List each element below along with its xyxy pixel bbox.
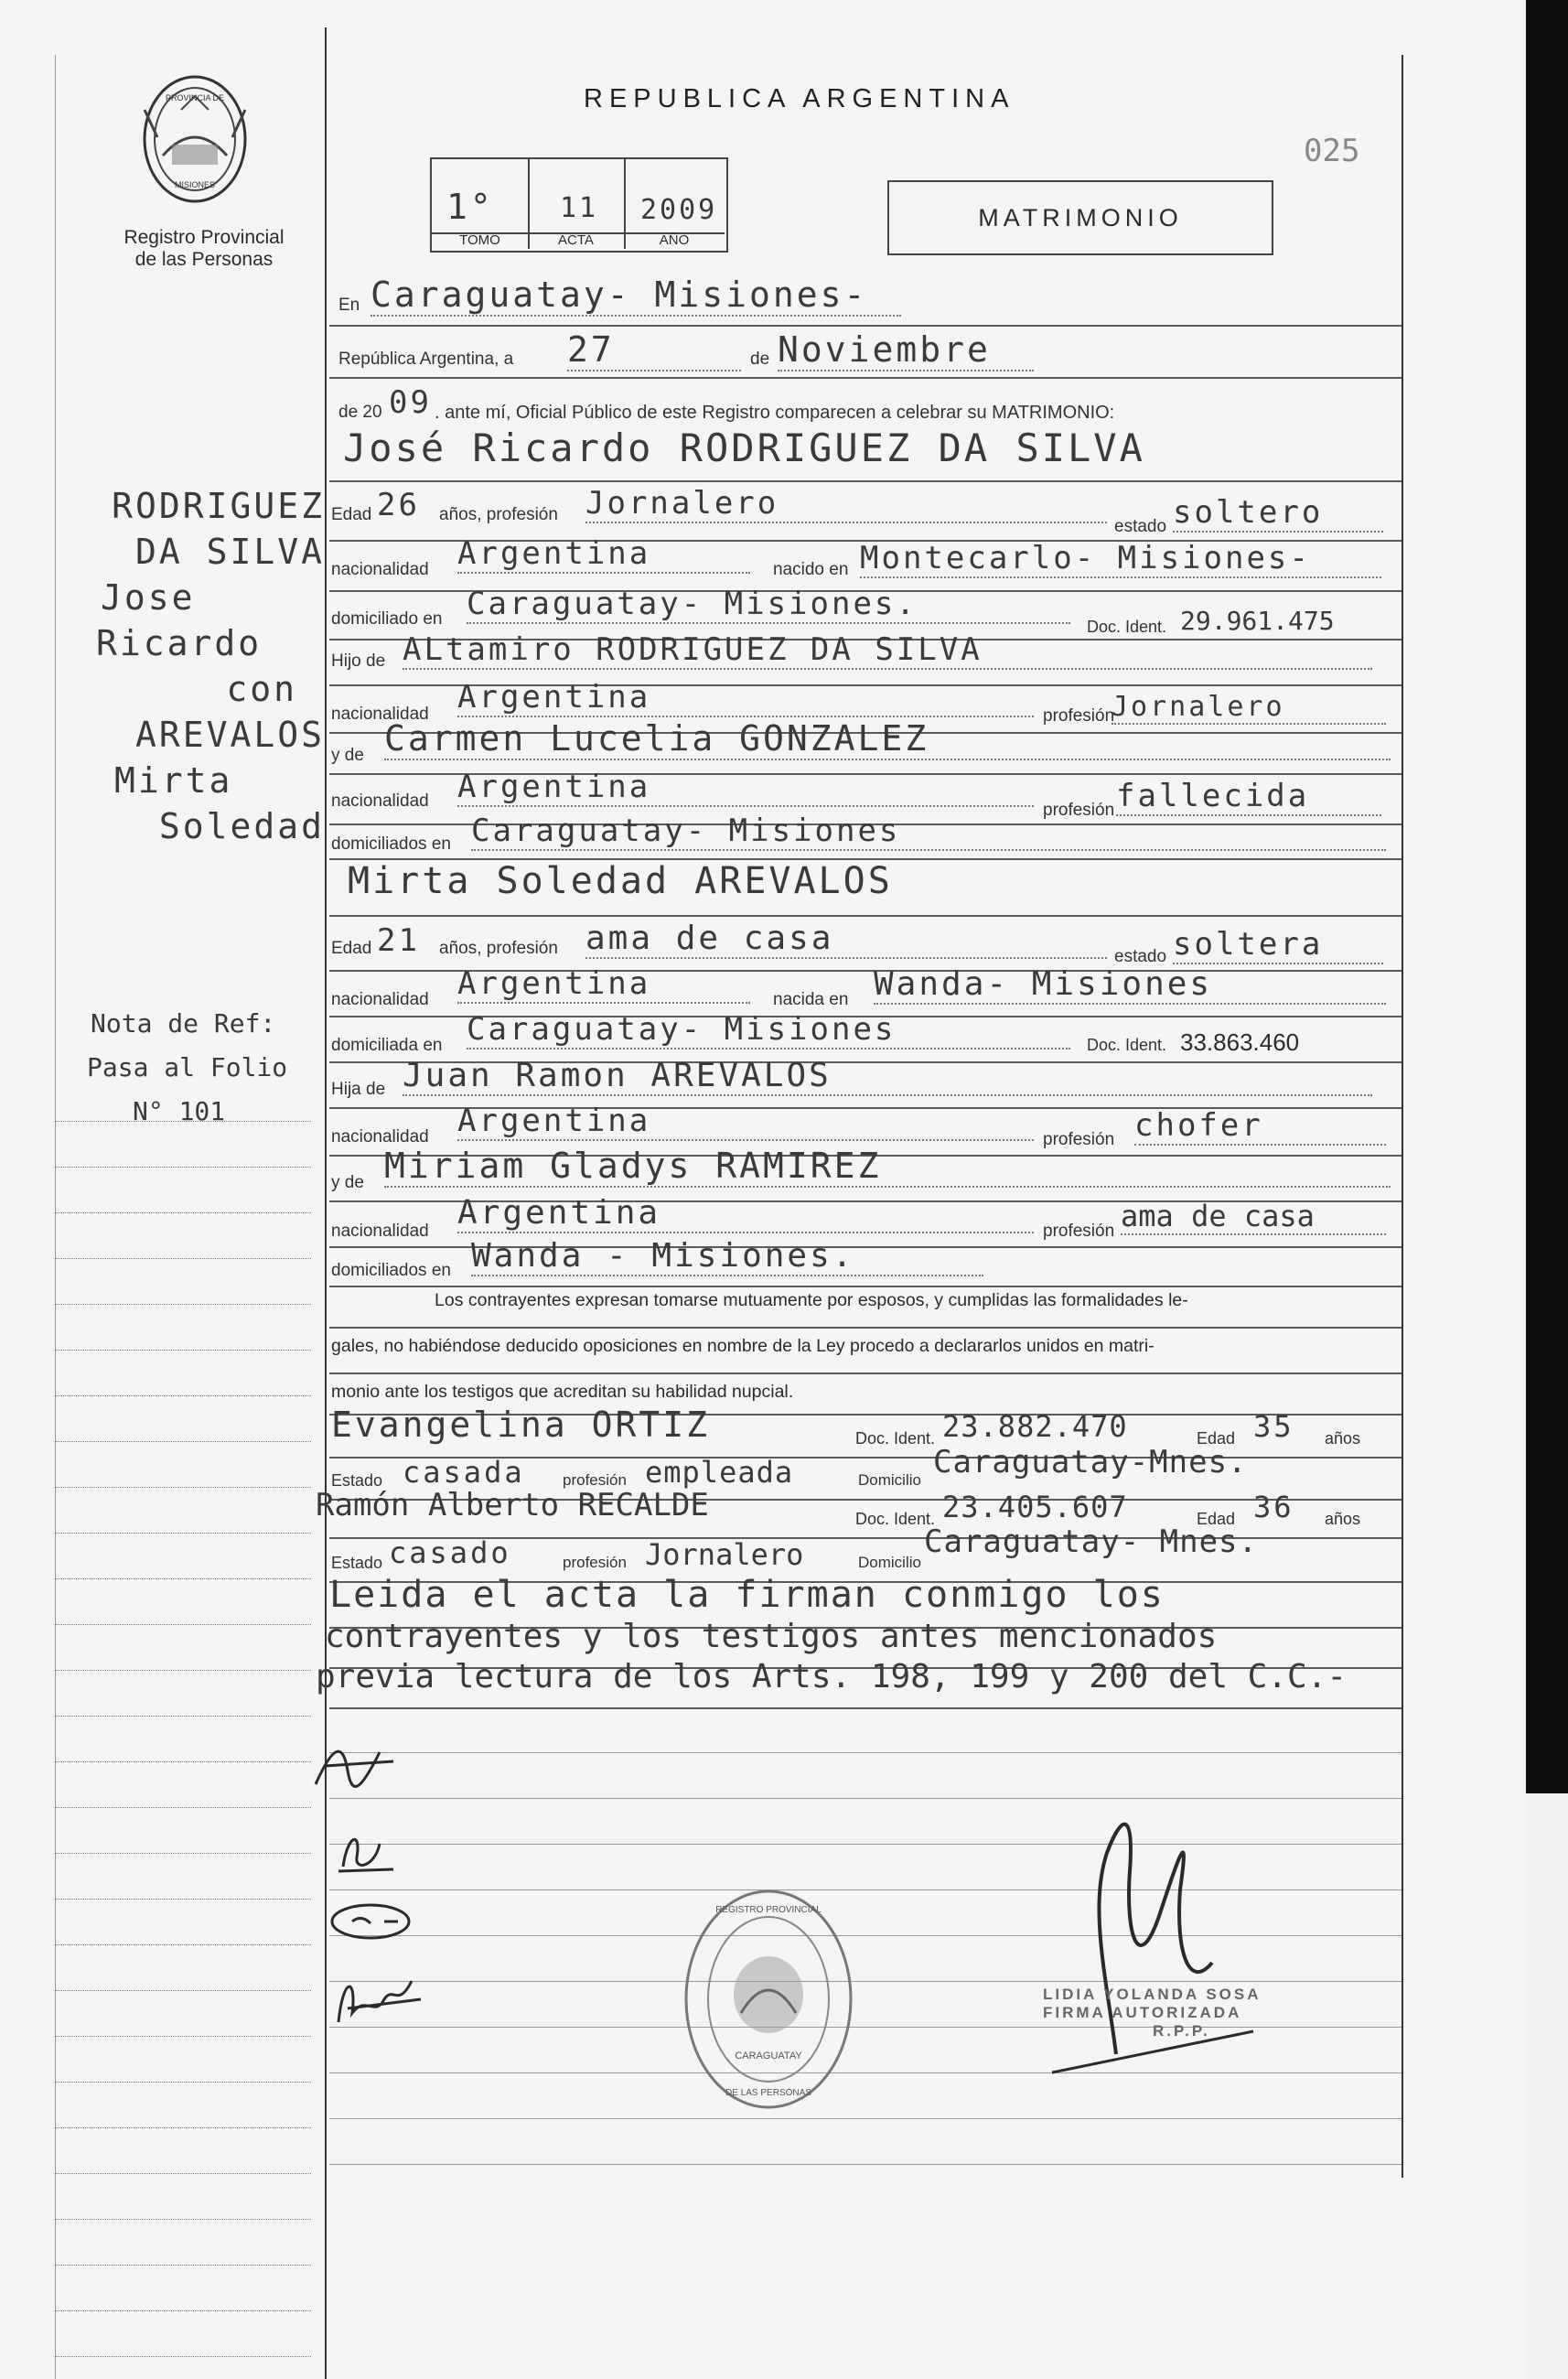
left-rule — [55, 1853, 311, 1854]
left-rule — [55, 2173, 311, 2174]
official-round-stamp — [677, 1885, 860, 2114]
left-rule — [55, 1487, 311, 1488]
groom-madre-nac-label: nacionalidad — [331, 791, 429, 811]
left-rule — [55, 2265, 311, 2266]
witness-2-doc-label: Doc. Ident. — [855, 1510, 936, 1528]
margin-name-2: DA SILVA — [134, 532, 325, 572]
groom-nacido: Montecarlo- Misiones- — [860, 540, 1381, 578]
left-rule — [55, 1533, 311, 1534]
rule-bride-name — [329, 915, 1402, 917]
bride-dom-label: domiciliada en — [331, 1036, 443, 1055]
left-rule — [55, 2036, 311, 2037]
official-stamp-text — [1043, 1986, 1262, 2040]
groom-padres-dom: Caraguatay- Misiones — [471, 813, 1386, 851]
witness-2-edad: 36 — [1253, 1490, 1294, 1524]
margin-name-5: con — [226, 669, 297, 709]
witness-2-estado-label: Estado — [331, 1554, 383, 1572]
bride-padre-nac: Argentina — [457, 1103, 1034, 1141]
closing-line-3: previa lectura de los Arts. 198, 199 y 200 del C.C.- — [316, 1658, 1348, 1695]
registry-line-1: Registro Provincial — [124, 227, 285, 248]
bride-madre-prof: ama de casa — [1121, 1199, 1386, 1235]
left-rule — [55, 1212, 311, 1213]
margin-name-7: Mirta — [114, 760, 233, 801]
witness-1-profesion: empleada — [645, 1455, 794, 1490]
bride-nacida-label: nacida en — [773, 990, 849, 1009]
official-name: LIDIA YOLANDA SOSA — [1043, 1986, 1262, 2003]
bride-profesion: ama de casa — [585, 920, 1107, 959]
witness-1-edad-label: Edad — [1197, 1429, 1236, 1448]
official-office: R.P.P. — [1153, 2022, 1210, 2040]
ano-value: 2009 — [640, 194, 718, 226]
acta-value: 11 — [560, 192, 599, 224]
witness-2-profesion: Jornalero — [645, 1537, 804, 1572]
groom-estado: soltero — [1173, 494, 1383, 533]
province-seal-logo — [135, 73, 254, 210]
bride-doc: 33.863.460 — [1180, 1028, 1300, 1056]
svg-text:CARAGUATAY: CARAGUATAY — [735, 2051, 802, 2061]
margin-note-1: Nota de Ref: — [91, 1008, 276, 1039]
rule-decl-2 — [329, 1372, 1402, 1374]
margin-name-1: RODRIGUEZ — [112, 486, 325, 526]
svg-text:DE LAS PERSONAS: DE LAS PERSONAS — [725, 2088, 811, 2098]
left-rule — [55, 2219, 311, 2220]
witness-1-anos-label: años — [1325, 1429, 1361, 1448]
left-rule — [55, 2356, 311, 2357]
groom-edad: 26 — [377, 487, 420, 523]
intro-place: Caraguatay- Misiones- — [371, 274, 901, 317]
bride-padre: Juan Ramon AREVALOS — [403, 1057, 1372, 1096]
groom-estado-label: estado — [1114, 517, 1167, 536]
left-rule — [55, 1716, 311, 1717]
bride-madre-prof-label: profesión — [1043, 1222, 1115, 1241]
doc-type-label: MATRIMONIO — [978, 204, 1183, 231]
groom-nacido-label: nacido en — [773, 560, 849, 579]
signature-bride — [329, 1816, 412, 1880]
left-rule — [55, 1258, 311, 1259]
margin-name-8: Soledad — [158, 806, 325, 846]
rule-intro-1 — [329, 325, 1402, 327]
rule-bride-8 — [329, 1286, 1402, 1287]
groom-edad-label: Edad — [331, 505, 372, 524]
rule-intro-2 — [329, 377, 1402, 379]
registry-line-2: de las Personas — [134, 249, 274, 270]
groom-padre-nac-label: nacionalidad — [331, 705, 429, 724]
rule-closing-3 — [329, 1707, 1402, 1709]
doc-type-box — [887, 180, 1273, 255]
left-rule — [55, 1121, 311, 1122]
groom-domicilio: Caraguatay- Misiones. — [467, 586, 1070, 624]
witness-1-estado: casada — [403, 1455, 525, 1490]
rule-lower — [329, 2118, 1402, 2119]
groom-madre: Carmen Lucelia GONZALEZ — [384, 718, 1391, 760]
margin-name-3: Jose — [101, 577, 196, 618]
left-rule — [55, 2127, 311, 2128]
groom-doc: 29.961.475 — [1180, 606, 1335, 636]
bride-nac-label: nacionalidad — [331, 990, 429, 1009]
intro-month: Noviembre — [778, 329, 1034, 371]
groom-anos-profesion-label: años, profesión — [439, 505, 558, 524]
declaration-line-1: Los contrayentes expresan tomarse mutuamente por esposos, y cumplidas las formalidades le- — [435, 1290, 1188, 1310]
tomo-value: 1° — [446, 187, 494, 227]
en-label: En — [338, 296, 360, 315]
witness-2-dom-label: Domicilio — [858, 1554, 921, 1571]
groom-madre-prof-label: profesión — [1043, 801, 1115, 820]
left-rule — [55, 2310, 311, 2311]
left-rule — [55, 1899, 311, 1900]
page-frame-left — [55, 55, 56, 2379]
witness-1-doc-label: Doc. Ident. — [855, 1429, 936, 1448]
margin-note-2: Pasa al Folio — [87, 1052, 288, 1082]
rule-lower — [329, 2164, 1402, 2165]
margin-note — [87, 1002, 325, 1134]
left-rule — [55, 1624, 311, 1625]
signature-witness-1 — [325, 1894, 425, 1949]
bride-nacida: Wanda- Misiones — [874, 965, 1386, 1005]
witness-2-doc: 23.405.607 — [942, 1490, 1128, 1524]
signature-witness-2 — [329, 1967, 430, 2040]
groom-doc-label: Doc. Ident. — [1087, 618, 1167, 636]
year-suffix: 09 — [389, 384, 432, 421]
groom-padres-dom-label: domiciliados en — [331, 834, 451, 854]
left-rule — [55, 1167, 311, 1168]
left-rule — [55, 1990, 311, 1991]
declaration-line-3: monio ante los testigos que acreditan su habilidad nupcial. — [331, 1382, 794, 1402]
witness-1-dom-label: Domicilio — [858, 1471, 921, 1489]
witness-2-anos-label: años — [1325, 1510, 1361, 1528]
groom-padre-prof: Jornalero — [1112, 691, 1386, 725]
bride-yde-label: y de — [331, 1173, 364, 1192]
witness-2-domicilio: Caraguatay- Mnes. — [924, 1523, 1258, 1560]
bride-doc-label: Doc. Ident. — [1087, 1036, 1167, 1054]
intro-day: 27 — [567, 329, 741, 371]
official-role: FIRMA AUTORIZADA — [1043, 2004, 1242, 2021]
margin-names — [87, 483, 325, 849]
witness-2-edad-label: Edad — [1197, 1510, 1236, 1528]
rule-decl-1 — [329, 1327, 1402, 1329]
right-border — [1402, 55, 1403, 2178]
acta-label: ACTA — [558, 232, 594, 248]
bride-estado-label: estado — [1114, 947, 1167, 966]
left-rule — [55, 1304, 311, 1305]
tomo-acta-ano-box — [430, 157, 728, 253]
groom-padre: ALtamiro RODRIGUEZ DA SILVA — [403, 631, 1372, 670]
groom-padre-prof-label: profesión — [1043, 706, 1115, 726]
left-rule — [55, 1944, 311, 1945]
groom-nac-label: nacionalidad — [331, 560, 429, 579]
bride-edad-label: Edad — [331, 939, 372, 958]
closing-line-2: contrayentes y los testigos antes mencionados — [325, 1618, 1218, 1655]
left-rule — [55, 1350, 311, 1351]
bride-padre-prof: chofer — [1134, 1107, 1386, 1146]
margin-name-6: AREVALOS — [134, 715, 325, 755]
groom-profesion: Jornalero — [585, 485, 1107, 523]
witness-1-doc: 23.882.470 — [942, 1409, 1128, 1444]
groom-dom-label: domiciliado en — [331, 609, 443, 629]
bride-hija-label: Hija de — [331, 1080, 386, 1099]
republica-label: República Argentina, a — [338, 350, 514, 369]
left-rule — [55, 1807, 311, 1808]
left-rule — [55, 1395, 311, 1396]
bride-padre-nac-label: nacionalidad — [331, 1127, 429, 1146]
bride-padres-dom-label: domiciliados en — [331, 1261, 451, 1280]
closing-line-1: Leida el acta la firman conmigo los — [329, 1574, 1165, 1616]
svg-text:MISIONES: MISIONES — [174, 180, 216, 189]
witness-1-prof-label: profesión — [563, 1471, 627, 1489]
bride-domicilio: Caraguatay- Misiones — [467, 1011, 1070, 1050]
left-rule — [55, 1761, 311, 1762]
witness-2-prof-label: profesión — [563, 1554, 627, 1571]
witness-1-name: Evangelina ORTIZ — [331, 1405, 711, 1445]
witness-1-estado-label: Estado — [331, 1471, 383, 1490]
witness-1-domicilio: Caraguatay-Mnes. — [933, 1444, 1248, 1480]
svg-text:REGISTRO PROVINCIAL: REGISTRO PROVINCIAL — [715, 1905, 822, 1915]
signature-groom — [306, 1734, 407, 1798]
bride-nacionalidad: Argentina — [457, 965, 750, 1004]
left-rule — [55, 1670, 311, 1671]
groom-yde-label: y de — [331, 746, 364, 765]
bride-estado: soltera — [1173, 926, 1383, 964]
tomo-label: TOMO — [459, 232, 500, 248]
bride-padre-prof-label: profesión — [1043, 1130, 1115, 1149]
left-column-border — [325, 27, 327, 2379]
bride-madre: Miriam Gladys RAMIREZ — [384, 1146, 1391, 1188]
groom-nacionalidad: Argentina — [457, 535, 750, 574]
groom-padre-nac: Argentina — [457, 679, 1034, 717]
bride-madre-nac: Argentina — [457, 1194, 1034, 1233]
margin-note-3: N° 101 — [133, 1096, 226, 1126]
ano-label: AÑO — [659, 232, 690, 248]
registry-name — [108, 227, 300, 271]
de-label: de — [750, 350, 770, 369]
folio-number: 025 — [1304, 133, 1360, 169]
rule-lower — [329, 1752, 1402, 1753]
witness-1-edad: 35 — [1253, 1409, 1294, 1444]
groom-madre-nac: Argentina — [457, 769, 1034, 807]
left-rule — [55, 1578, 311, 1579]
witness-2-name: Ramón Alberto RECALDE — [316, 1487, 709, 1523]
left-rule — [55, 2082, 311, 2083]
bride-madre-nac-label: nacionalidad — [331, 1222, 429, 1241]
svg-text:PROVINCIA DE: PROVINCIA DE — [165, 93, 225, 102]
bride-anos-profesion-label: años, profesión — [439, 939, 558, 958]
next-page-edge — [1526, 1793, 1568, 2379]
intro-statement: . ante mí, Oficial Público de este Registro comparecen a celebrar su MATRIMONIO: — [435, 403, 1115, 423]
groom-madre-prof: fallecida — [1116, 778, 1381, 816]
bride-full-name: Mirta Soledad AREVALOS — [348, 860, 893, 902]
bride-edad: 21 — [377, 922, 420, 959]
year-prefix: de 20 — [338, 403, 382, 422]
bride-padres-dom: Wanda - Misiones. — [471, 1237, 983, 1276]
groom-full-name: José Ricardo RODRIGUEZ DA SILVA — [343, 425, 1145, 470]
margin-name-4: Ricardo — [96, 623, 263, 663]
rule-groom-name — [329, 480, 1402, 482]
groom-hijo-label: Hijo de — [331, 651, 386, 671]
republic-title: REPUBLICA ARGENTINA — [584, 84, 1015, 113]
witness-2-estado: casado — [389, 1535, 511, 1570]
declaration-line-2: gales, no habiéndose deducido oposiciones en nombre de la Ley procedo a declararlos unidos en matri- — [331, 1336, 1155, 1356]
left-rule — [55, 1441, 311, 1442]
